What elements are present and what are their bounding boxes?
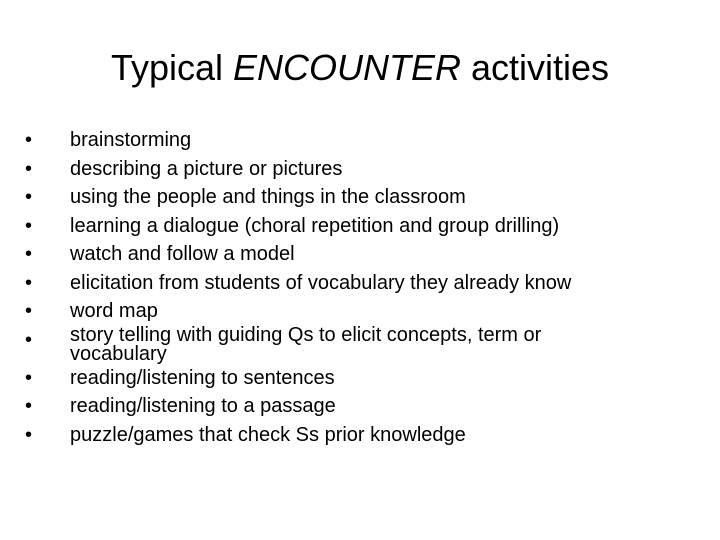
bullet-item-dialogue <box>22 212 702 241</box>
bullet-icon: • <box>25 271 33 294</box>
bullet-text: using the people and things in the classroom <box>70 186 466 208</box>
bullet-icon: • <box>25 157 33 180</box>
bullet-text: describing a picture or pictures <box>70 157 343 180</box>
bullet-text: elicitation from students of vocabulary they already know <box>70 271 572 294</box>
bullet-item-model <box>22 240 702 269</box>
bullet-text: brainstorming <box>70 129 192 151</box>
bullet-text <box>70 323 702 365</box>
bullet-item-elicitation <box>22 269 702 298</box>
bullet-text-line: story telling with guiding Qs to elicit concepts, term or <box>70 323 542 346</box>
bullet-item-sentences <box>22 364 702 393</box>
bullet-text: learning a dialogue (choral repetition and group drilling) <box>70 214 560 237</box>
bullet-icon: • <box>25 243 33 265</box>
bullet-list <box>22 126 702 449</box>
bullet-icon: • <box>25 129 33 151</box>
bullet-icon: • <box>25 214 33 237</box>
bullet-item-story-telling <box>22 323 702 365</box>
title-suffix: activities <box>461 47 610 88</box>
title-prefix: Typical <box>110 47 233 88</box>
bullet-item-describing-picture <box>22 155 702 184</box>
bullet-text: reading/listening to a passage <box>70 395 336 417</box>
title-emphasis: ENCOUNTER <box>232 47 461 88</box>
bullet-icon: • <box>25 328 33 351</box>
bullet-icon: • <box>25 395 33 417</box>
bullet-icon: • <box>25 186 33 208</box>
bullet-icon: • <box>25 423 33 446</box>
bullet-icon: • <box>25 366 33 389</box>
bullet-text-line: vocabulary <box>70 342 167 365</box>
slide-title <box>0 44 720 92</box>
bullet-text: watch and follow a model <box>70 243 295 265</box>
bullet-item-puzzle-games <box>22 421 702 450</box>
bullet-item-word-map <box>22 297 702 326</box>
bullet-item-people-things <box>22 183 702 212</box>
bullet-item-brainstorming <box>22 126 702 155</box>
bullet-item-passage <box>22 392 702 421</box>
bullet-text: reading/listening to sentences <box>70 366 335 389</box>
bullet-icon: • <box>25 300 33 322</box>
bullet-text: word map <box>70 300 158 322</box>
bullet-text: puzzle/games that check Ss prior knowledge <box>70 423 466 446</box>
